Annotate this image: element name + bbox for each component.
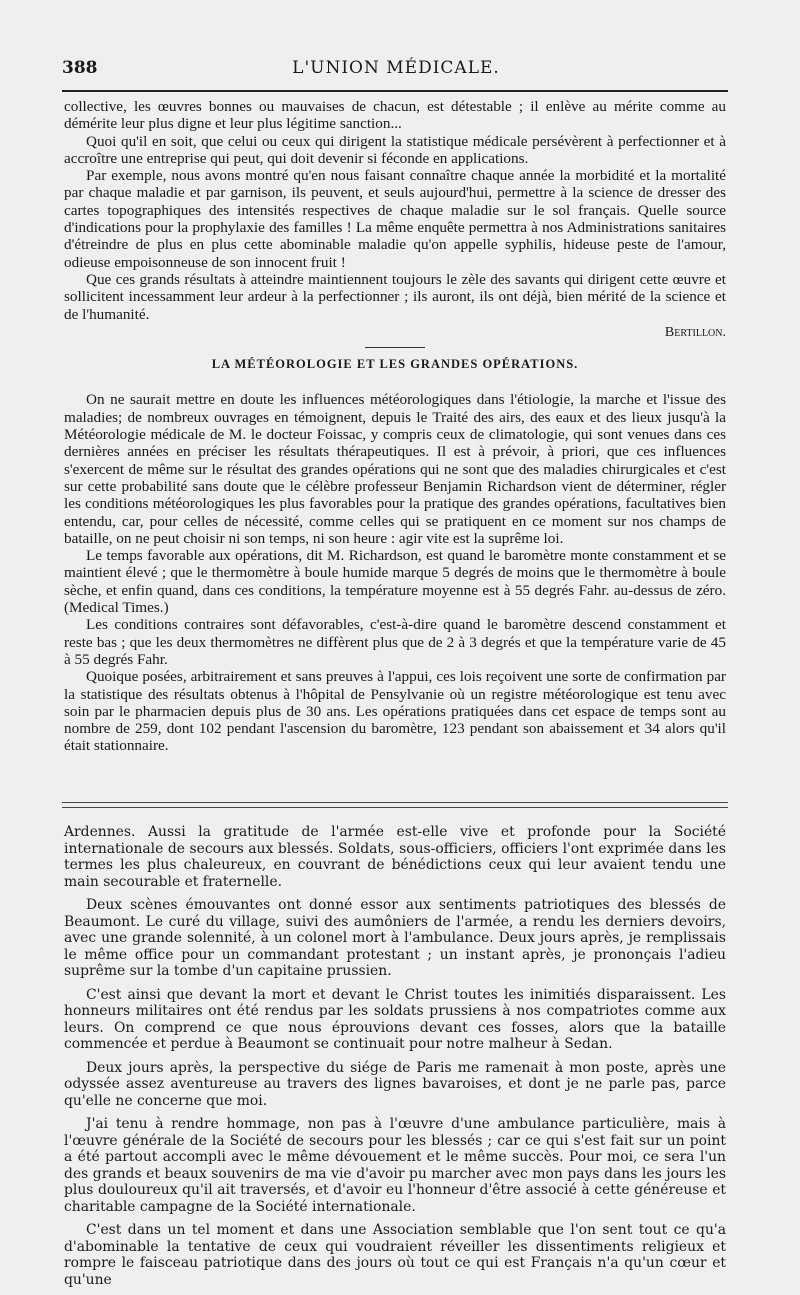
main-article	[64, 98, 726, 755]
journal-title: L'UNION MÉDICALE.	[292, 58, 500, 78]
paragraph: C'est dans un tel moment et dans une Association semblable que l'on sent tout ce qu'a d'abominable la tentative de ceux qui voudraient réveiller les dissentiments religieux et rompre le faisceau patriotique dans des jours où tout ce qui est Français n'a qu'un cœur et qu'une	[64, 1222, 726, 1288]
feuilleton-divider	[62, 802, 728, 808]
paragraph: J'ai tenu à rendre hommage, non pas à l'œuvre d'une ambulance particulière, mais à l'œuvre générale de la Société de secours pour les blessés ; car ce qui s'est fait sur un point a été partout accompli avec le même dévouement et le même succès. Pour moi, ce sera l'un des grands et beaux souvenirs de ma vie d'avoir pu marcher avec mon pays dans les jours les plus douloureux qu'il ait traversés, et d'avoir eu l'honneur d'être associé à cette généreuse et charitable campagne de la Société internationale.	[64, 1116, 726, 1215]
author-signature: Bertillon.	[664, 324, 726, 340]
paragraph: Deux scènes émouvantes ont donné essor aux sentiments patriotiques des blessés de Beaumont. Le curé du village, suivi des aumôniers de l'armée, a rendu les derniers devoirs, avec une grande solennité, à un colonel mort à l'ambulance. Deux jours après, je remplissais le même office pour un commandant protestant ; un instant après, je prononçais l'adieu suprême sur la tombe d'un capitaine prussien.	[64, 897, 726, 979]
paragraph: On ne saurait mettre en doute les influences météorologiques dans l'étiologie, la marche et l'issue des maladies; de nombreux ouvrages en témoignent, depuis le Traité des airs, des eaux et des lieux jusqu'à la Météorologie médicale de M. le docteur Foissac, y compris ceux de climatologie, qui sont venues dans ces dernières années en préciser les résultats thérapeutiques. Il est à prévoir, à priori, que ces influences s'exercent de même sur le résultat des grandes opérations qui ne sont que des maladies chirurgicales et c'est sur cette probabilité sans doute que le célèbre professeur Benjamin Richardson vient de déterminer, régler les conditions météorologiques les plus favorables pour la pratique des grandes opérations, facultatives bien entendu, car, pour celles de nécessité, comme celles qui se pratiquent en ce moment sur nos champs de bataille, on ne peut choisir ni son temps, ni son heure : agir vite est la suprême loi.	[64, 391, 726, 547]
section-title: LA MÉTÉOROLOGIE ET LES GRANDES OPÉRATIONS.	[211, 357, 579, 372]
paragraph: collective, les œuvres bonnes ou mauvaises de chacun, est détestable ; il enlève au mérite comme au démérite leur plus digne et leur plus légitime sanction...	[64, 98, 726, 133]
page-number: 388	[62, 58, 98, 78]
paragraph: Que ces grands résultats à atteindre maintiennent toujours le zèle des savants qui dirigent cette œuvre et sollicitent incessamment leur ardeur à la perfectionner ; ils auront, ils ont déjà, bien mérité de la science et de l'humanité.	[64, 270, 726, 323]
paragraph: C'est ainsi que devant la mort et devant le Christ toutes les inimitiés disparaissent. Les honneurs militaires ont été rendus par les soldats prussiens à nos compatriotes comme aux leurs. On comprend ce que nous éprouvions devant ces fosses, alors que la bataille commencée et perdue à Beaumont se continuait pour notre malheur à Sedan.	[64, 986, 726, 1052]
separator-rule	[365, 347, 425, 348]
paragraph: Quoique posées, arbitrairement et sans preuves à l'appui, ces lois reçoivent une sorte de confirmation par la statistique des résultats obtenus à l'hôpital de Pensylvanie où un registre météorologique est tenu avec soin par le pharmacien depuis plus de 30 ans. Les opérations pratiquées dans cet espace de temps sont au nombre de 259, dont 102 pendant l'ascension du baromètre, 123 pendant son abaissement et 34 alors qu'il était stationnaire.	[64, 668, 726, 755]
paragraph: Par exemple, nous avons montré qu'en nous faisant connaître chaque année la morbidité et la mortalité par chaque maladie et par garnison, ils peuvent, et seuls aujourd'hui, permettre à la science de dresser des cartes topographiques des intensités respectives de chaque maladie sur le sol français. Quelle source d'indications pour la prophylaxie des familles ! La même enquête permettra à nos Administrations sanitaires d'étreindre de plus en plus cette abominable maladie qu'on appelle syphilis, hideuse peste de l'amour, odieuse empoisonneuse de son innocent fruit !	[64, 167, 726, 271]
paragraph: Quoi qu'il en soit, que celui ou ceux qui dirigent la statistique médicale persévèrent à perfectionner et à accroître une entreprise qui peut, qui doit devenir si féconde en applications.	[64, 132, 726, 167]
paragraph: Le temps favorable aux opérations, dit M. Richardson, est quand le baromètre monte constamment et se maintient élevé ; que le thermomètre à boule humide marque 5 degrés de moins que le thermomètre à boule sèche, et enfin quand, dans ces conditions, la température moyenne est à 55 degrés Fahr. au-dessus de zéro. (Medical Times.)	[64, 547, 726, 617]
feuilleton-article	[64, 824, 726, 1295]
paragraph: Les conditions contraires sont défavorables, c'est-à-dire quand le baromètre descend constamment et reste bas ; que les deux thermomètres ne diffèrent plus que de 2 à 3 degrés et que la température varie de 45 à 55 degrés Fahr.	[64, 616, 726, 668]
header-rule	[62, 90, 728, 92]
page-header	[62, 58, 730, 86]
paragraph: Deux jours après, la perspective du siége de Paris me ramenait à mon poste, après une odyssée assez aventureuse au travers des lignes bavaroises, et dont je ne parle pas, parce qu'elle ne concerne que moi.	[64, 1059, 726, 1109]
paragraph: Ardennes. Aussi la gratitude de l'armée est-elle vive et profonde pour la Société internationale de secours aux blessés. Soldats, sous-officiers, officiers l'ont exprimée dans les termes les plus chaleureux, en couvrant de bénédictions ceux qui leur avaient tendu une main secourable et fraternelle.	[64, 824, 726, 890]
